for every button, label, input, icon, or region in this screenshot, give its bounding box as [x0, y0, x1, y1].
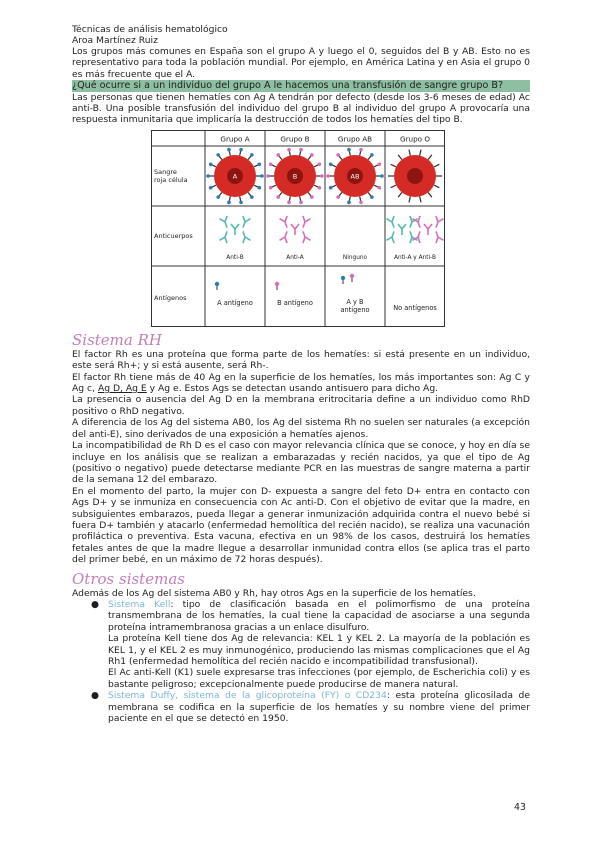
antigen-dot: [378, 186, 382, 190]
antibody-label: Anti-A: [286, 254, 304, 261]
antigen-dot: [370, 153, 374, 157]
antigen-dot: [318, 186, 322, 190]
kell-description: : tipo de clasificación basada en el polimorfismo de una proteína transmembrana de los hematíes, la cual tiene la capacidad de asociarse a una segunda proteína intramembranosa gracias a un enlace disulfuro.: [108, 598, 530, 633]
blood-groups-figure: [151, 130, 445, 327]
antigen-dot: [329, 186, 333, 190]
antigen-dot: [209, 186, 213, 190]
antigen-dot: [276, 195, 280, 199]
column-header: Grupo A: [220, 134, 250, 144]
rh-paragraph-6: En el momento del parto, la mujer con D- expuesta a sangre del feto D+ entra en contacto con Ags D+ y se inmuniza en consecuencia con Ac anti-D. Con el objetivo de evitar que la madre, en subsiguientes embarazos, pueda llegar a generar inmunización adquirida contra el nuevo bebé si fuera D+ también y atacarlo (enfermedad hemolítica del recién nacido), se realiza una vacunación profiláctica o preventiva. Esta vacuna, efectiva en un 98% de los casos, destruirá los hematíes fetales antes de que la madre llegue a desarrollar inmunidad contra ellos (se aplica tras el parto del primer bebé, en un máximo de 72 horas después).: [72, 485, 530, 566]
header-author: Aroa Martínez Ruiz: [72, 35, 158, 46]
antigen-dot: [258, 162, 262, 166]
antigen-icon: [341, 276, 345, 280]
row-label: roja célula: [154, 175, 188, 184]
column-header: Grupo B: [280, 134, 310, 144]
cell-letter: AB: [350, 172, 360, 181]
antigen-dot: [299, 148, 303, 152]
antigen-dot: [318, 162, 322, 166]
antigen-dot: [258, 186, 262, 190]
duffy-description: : esta proteína glicosilada de membrana se codifica en la superficie de los hematíes y su nombre viene del primer paciente en el que se detectó en 1950.: [108, 690, 530, 725]
page-content: [72, 24, 530, 724]
antigen-dot: [216, 195, 220, 199]
rh-p2-end: y Ag e. Estos Ags se detectan usando antisuero para dicho Ag.: [146, 383, 439, 395]
antigen-icon: [215, 282, 219, 286]
antigen-icon: [275, 282, 279, 286]
antigen-dot: [250, 195, 254, 199]
list-item-kell: [91, 598, 530, 690]
rh-paragraph-5: La incompatibilidad de Rh D es el caso con mayor relevancia clínica que se conoce, y hoy en día se incluye en los análisis que se realizan a embarazadas y recién nacidos, ya que el tipo de Ag (positivo o negativo) puede detectarse mediante PCR en las muestras de sangre materna a partir de la semana 12 del embarazo.: [72, 440, 530, 486]
rh-paragraph-3: La presencia o ausencia del Ag D en la membrana eritrocitaria define a un individuo como RhD positivo o RhD negativo.: [72, 394, 530, 417]
antigen-dot: [370, 195, 374, 199]
antigen-label: No antígenos: [393, 303, 437, 312]
section-title-other: Otros sistemas: [72, 569, 185, 588]
antigen-icon: [350, 274, 354, 278]
kell-term: Sistema Kell: [108, 598, 171, 610]
antigen-dot: [287, 200, 291, 204]
antigen-dot: [206, 174, 210, 178]
antigen-dot: [347, 148, 351, 152]
duffy-term: Sistema Duffy, sistema de la glicoproteína (FY) o CD234: [108, 690, 387, 702]
highlighted-question: ¿Qué ocurre si a un individuo del grupo A le hacemos una transfusión de sangre grupo B?: [72, 80, 530, 91]
rh-paragraph-4: A diferencia de los Ag del sistema AB0, los Ag del sistema Rh no suelen ser naturales (a excepción del anti-E), sino derivados de una exposición a hematíes ajenos.: [72, 417, 530, 440]
rh-p2-start: El factor Rh tiene más de 40 Ag en la superficie de los hematíes, los más importantes son: Ag C y Ag c,: [72, 371, 530, 395]
kell-paragraph-3: El Ac anti-Kell (K1) suele expresarse tras infecciones (por ejemplo, de Escherichia coli) y es bastante peligroso; excepcionalmente puede producirse de manera natural.: [108, 667, 530, 690]
antigen-dot: [378, 162, 382, 166]
column-header: Grupo O: [400, 134, 430, 144]
antigen-dot: [287, 148, 291, 152]
antigen-label: A y B: [346, 297, 364, 306]
cell-letter: B: [292, 172, 298, 181]
antigen-dot: [227, 200, 231, 204]
antigen-dot: [209, 162, 213, 166]
antigen-dot: [266, 174, 270, 178]
antigen-dot: [239, 200, 243, 204]
antigen-dot: [310, 153, 314, 157]
antigen-label: A antígeno: [217, 298, 253, 307]
antigen-dot: [359, 200, 363, 204]
antibody-label: Anti-B: [226, 254, 244, 261]
cell-letter: A: [232, 172, 238, 181]
antigen-dot: [380, 174, 384, 178]
red-cell-center: [407, 168, 423, 184]
antigen-dot: [227, 148, 231, 152]
antigen-dot: [239, 148, 243, 152]
antigen-label: B antígeno: [277, 298, 313, 307]
antigen-dot: [269, 186, 273, 190]
antigen-dot: [310, 195, 314, 199]
antigen-dot: [260, 174, 264, 178]
antibody-label: Anti-A y Anti-B: [394, 254, 436, 261]
other-systems-list: [72, 599, 530, 724]
antigen-dot: [326, 174, 330, 178]
column-header: Grupo AB: [337, 134, 373, 144]
antigen-dot: [269, 162, 273, 166]
intro-paragraph: Los grupos más comunes en España son el grupo A y luego el 0, seguidos del B y AB. Esto no es representativo para toda la población mundial. Por ejemplo, en América Latina y en Asia el grupo 0 es más frecuente que el A.: [72, 46, 530, 80]
antigen-label: antígeno: [340, 305, 370, 314]
antigen-dot: [320, 174, 324, 178]
other-intro: Además de los Ag del sistema AB0 y Rh, hay otros Ags en la superficie de los hematíes.: [72, 587, 476, 599]
kell-paragraph-2: La proteína Kell tiene dos Ag de relevancia: KEL 1 y KEL 2. La mayoría de la población es KEL 1, y el KEL 2 es muy inmunogénico, produciendo las mismas complicaciones que el Ag Rh1 (enfermedad hemolítica del recién nacido e incompatibilidad transfusional).: [108, 633, 530, 667]
rh-p2-underlined: Ag D, Ag E: [97, 383, 147, 395]
antigen-dot: [250, 153, 254, 157]
antibody-label: Ninguno: [342, 254, 368, 261]
antigen-dot: [347, 200, 351, 204]
antigen-dot: [329, 162, 333, 166]
antigen-dot: [216, 153, 220, 157]
bullet-icon: ●: [91, 690, 100, 702]
antigen-dot: [359, 148, 363, 152]
header-title: Técnicas de análisis hematológico: [72, 24, 228, 35]
antigen-dot: [336, 153, 340, 157]
bullet-icon: ●: [91, 598, 100, 610]
blood-groups-diagram: [151, 130, 445, 327]
rh-paragraph-1: El factor Rh es una proteína que forma parte de los hematíes: si está presente en un individuo, este será Rh+; y si está ausente, será Rh-.: [72, 348, 530, 372]
rh-paragraph-2: [72, 372, 530, 395]
row-label: Sangre: [154, 167, 177, 176]
antigen-dot: [336, 195, 340, 199]
section-title-rh: Sistema RH: [72, 330, 162, 349]
answer-paragraph: Las personas que tienen hematíes con Ag A tendrán por defecto (desde los 3-6 meses de edad) Ac anti-B. Una posible transfusión del individuo del grupo B al individuo del grupo A provocaría una respuesta inmunitaria que implicaría la destrucción de todos los hematíes del tipo B.: [72, 91, 530, 126]
row-label: Anticuerpos: [154, 231, 193, 240]
page-number: 43: [514, 802, 526, 813]
list-item-duffy: [91, 690, 530, 725]
antigen-dot: [299, 200, 303, 204]
antigen-dot: [276, 153, 280, 157]
row-label: Antígenos: [154, 293, 187, 302]
